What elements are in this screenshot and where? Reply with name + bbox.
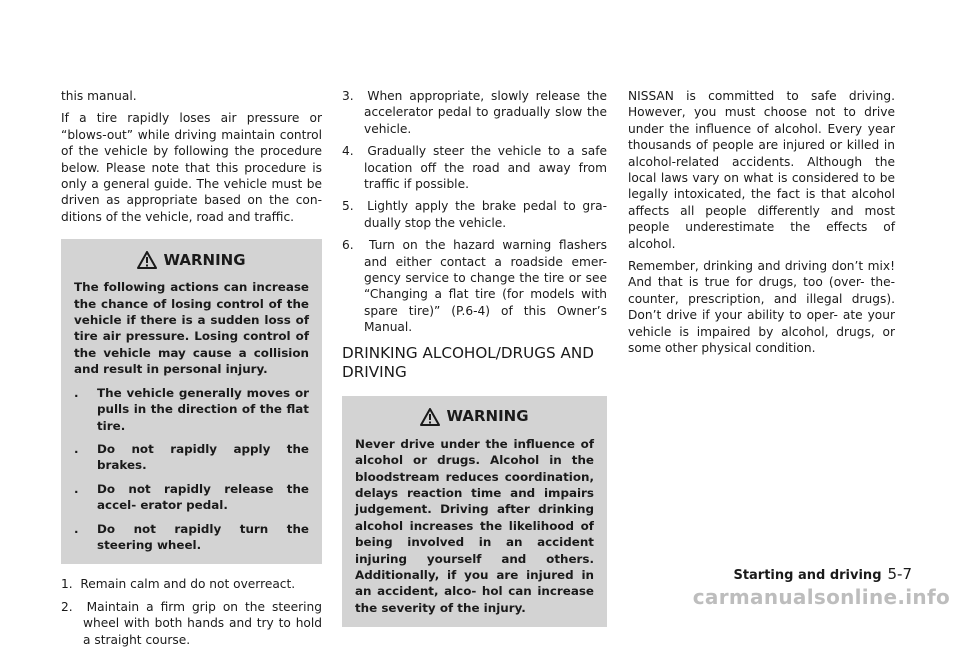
warning-bullet (74, 385, 309, 434)
step-item (342, 237, 607, 335)
bullet-text: The vehicle generally moves or pulls in the direction of the flat tire. (97, 385, 309, 433)
bullet-dot: . (74, 441, 79, 456)
step-text: Maintain a firm grip on the steering wheel with both hands and try to hold a straight course. (83, 599, 322, 647)
column-2 (342, 88, 607, 639)
bullet-dot: . (74, 521, 79, 536)
step-number: 6. (342, 238, 354, 253)
warning-title-text: WARNING (446, 407, 529, 426)
warning-text: Never drive under the influence of alcohol or drugs. Alcohol in the bloodstream reduces coordination, delays reaction time and impairs judgement. Driving after drinking alcohol increases the likelihood of being involved in an accident injuring yourself and others. Additionally, if you are injured in an accident, alco- hol can increase the severity of the injury. (355, 436, 594, 615)
warning-triangle-icon (137, 251, 157, 269)
paragraph: If a tire rapidly loses air pressure or “blows-out” while driving maintain control of the vehicle by following the procedure below. Please note that this procedure is only a general guide. The vehicle must be driven as appropriate based on the con- ditions of the vehicle, road and traffic. (61, 111, 322, 224)
step-text: When appropriate, slowly release the accelerator pedal to gradually slow the vehicle. (364, 89, 608, 136)
page-number: 5-7 (887, 565, 912, 583)
warning-title (74, 251, 309, 269)
step-item (342, 143, 607, 192)
step-number: 3. (342, 89, 354, 103)
warning-text: The following actions can increase the chance of losing control of the vehicle if there is a sudden loss of tire air pressure. Losing control of the vehicle may cause a collision and result in personal injury. (74, 280, 309, 377)
bullet-dot: . (74, 385, 79, 400)
step-item (61, 576, 322, 592)
step-item (342, 88, 607, 137)
step-number: 4. (342, 144, 354, 159)
warning-box (61, 239, 322, 564)
bullet-text: Do not rapidly release the accel- erator pedal. (97, 481, 309, 513)
step-number: 1. (61, 577, 73, 592)
watermark: carmanualsonline.info (692, 585, 950, 609)
step-text: Gradually steer the vehicle to a safe location off the road and away from traffic if possible. (364, 144, 608, 192)
warning-bullet (74, 481, 309, 514)
column-3 (628, 88, 895, 363)
paragraph: this manual. (61, 89, 137, 103)
footer-section-title: Starting and driving (733, 568, 882, 583)
step-text: Remain calm and do not overreact. (80, 577, 296, 592)
page-footer (733, 565, 912, 583)
bullet-dot: . (74, 481, 79, 496)
paragraph: NISSAN is committed to safe driving. However, you must choose not to drive under the influence of alcohol. Every year thousands of people are injured or killed in alcohol-related accidents. Although the local laws vary on what is considered to be legally intoxicated, the fact is that alcohol affects all people differently and most people underestimate the effects of alcohol. (628, 89, 895, 251)
bullet-text: Do not rapidly turn the steering wheel. (97, 521, 309, 552)
step-item (61, 599, 322, 648)
step-item (342, 198, 607, 231)
warning-bullet (74, 441, 309, 474)
warning-title (355, 408, 594, 426)
paragraph: Remember, drinking and driving don’t mix! And that is true for drugs, too (over- the-counter, prescription, and illegal drugs). Don’t drive if your ability to oper- ate your vehicle is impaired by alcohol, drugs, or some other physical condition. (628, 259, 895, 356)
bullet-text: Do not rapidly apply the brakes. (97, 441, 309, 473)
step-number: 2. (61, 599, 73, 614)
warning-title-text: WARNING (163, 251, 246, 270)
section-heading: DRINKING ALCOHOL/DRUGS AND DRIVING (342, 343, 594, 381)
column-1 (61, 88, 322, 654)
step-number: 5. (342, 199, 354, 214)
warning-box (342, 396, 607, 627)
warning-triangle-icon (420, 408, 440, 426)
step-text: Lightly apply the brake pedal to gra- dually stop the vehicle. (364, 199, 607, 230)
step-text: Turn on the hazard warning flashers and either contact a roadside emer- gency service to change the tire or see “Changing a flat tire (for models with spare tire)” (P.6-4) of this Owner’s Manual. (364, 238, 607, 335)
warning-bullet (74, 521, 309, 554)
